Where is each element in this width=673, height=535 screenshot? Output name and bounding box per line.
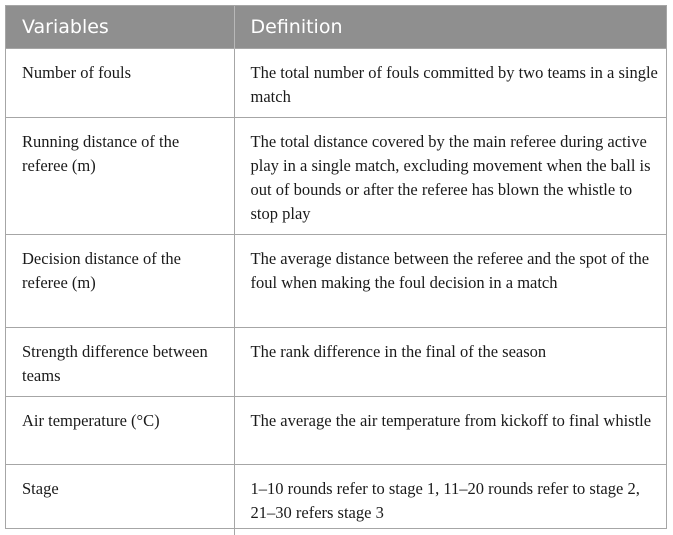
variable-name: Decision distance of the referee (m)	[22, 249, 181, 292]
variable-name: Number of fouls	[22, 63, 132, 82]
variable-cell	[6, 49, 234, 118]
variable-cell	[6, 465, 234, 535]
header-variables: Variables	[6, 6, 234, 49]
definition-text: The total distance covered by the main referee during active play in a single match, excluding movement when the ball is out of bounds or after the referee has blown the whistle to stop play	[250, 132, 651, 223]
definition-text: 1–10 rounds refer to stage 1, 11–20 rounds refer to stage 2, 21–30 refers stage 3	[250, 479, 640, 522]
definition-text: The average the air temperature from kickoff to final whistle	[250, 411, 652, 430]
definition-cell	[234, 465, 666, 535]
variables-table-container	[5, 5, 667, 529]
definition-text: The rank difference in the final of the season	[250, 342, 547, 361]
variable-cell	[6, 328, 234, 397]
header-row	[6, 6, 666, 49]
variable-name: Strength difference between teams	[22, 342, 208, 385]
definition-text: The average distance between the referee and the spot of the foul when making the foul decision in a match	[250, 249, 650, 292]
variables-table	[6, 6, 666, 535]
table-row	[6, 397, 666, 465]
variable-name: Air temperature (°C)	[22, 411, 160, 430]
definition-cell	[234, 328, 666, 397]
table-row	[6, 49, 666, 118]
variable-cell	[6, 235, 234, 328]
table-body	[6, 49, 666, 535]
variable-cell	[6, 397, 234, 465]
header-definition: Definition	[234, 6, 666, 49]
table-header	[6, 6, 666, 49]
table-row	[6, 235, 666, 328]
table-row	[6, 328, 666, 397]
definition-cell	[234, 235, 666, 328]
variable-name: Stage	[22, 479, 59, 498]
definition-text: The total number of fouls committed by two teams in a single match	[250, 63, 658, 106]
variable-cell	[6, 118, 234, 235]
table-row	[6, 465, 666, 535]
table-row	[6, 118, 666, 235]
definition-cell	[234, 397, 666, 465]
variable-name: Running distance of the referee (m)	[22, 132, 180, 175]
definition-cell	[234, 118, 666, 235]
definition-cell	[234, 49, 666, 118]
